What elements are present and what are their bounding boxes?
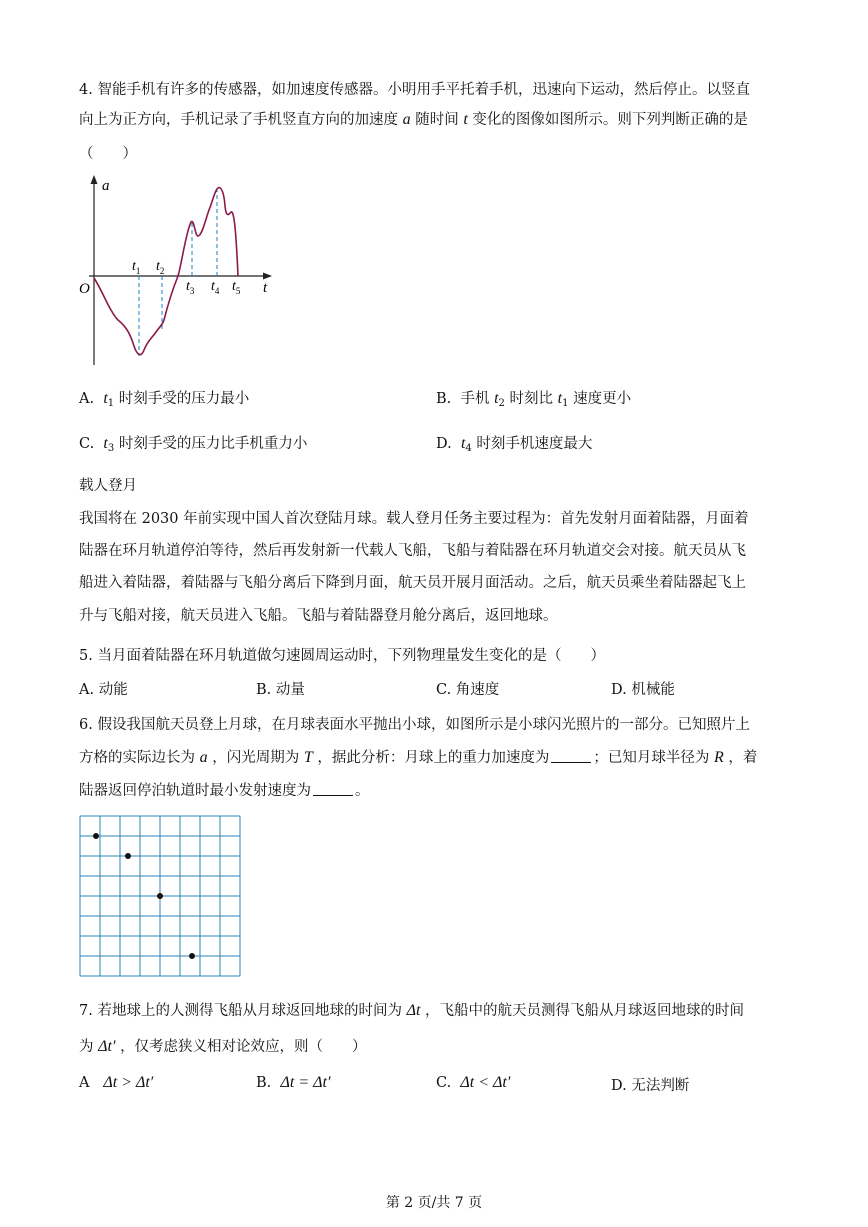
var-t: t [103,390,108,407]
option-letter: C. [436,1075,452,1091]
q7-option-d[interactable]: D. 无法判断 [611,1078,690,1094]
axis-label-t: t [263,280,268,296]
q5-option-d[interactable]: D. 机械能 [611,682,675,698]
q6-text: ；已知月球半径为 [593,750,710,766]
section-title: 载人登月 [79,478,137,494]
q6-stem-line2 [79,746,757,767]
q7-option-c[interactable] [436,1074,510,1092]
var-T: T [303,749,313,766]
q6-text: ，着 [728,750,758,766]
section-paragraph-line: 升与飞船对接，航天员进入飞船。飞船与着陆器登月舱分离后，返回地球。 [79,608,558,624]
axis-label-a: a [102,178,110,194]
option-letter: A [79,1075,90,1091]
var-t: t [103,435,108,452]
flash-photo-grid [79,815,242,978]
q6-text: 。 [355,783,370,799]
subscript: 3 [107,443,115,454]
subscript: 4 [465,443,472,454]
option-text: Δt < Δt′ [460,1074,511,1091]
delta-t-prime: Δt′ [98,1038,116,1055]
q7-option-a[interactable] [79,1074,153,1092]
q4-option-c[interactable] [79,432,307,454]
q4-text: 随时间 [415,112,459,128]
option-letter: B. [256,1075,272,1091]
q7-text: ，仅考虑狭义相对论效应，则（ ） [120,1039,367,1055]
section-paragraph-line: 陆器在环月轨道停泊等待，然后再发射新一代载人飞船，飞船与着陆器在环月轨道交会对接。航天员从飞 [79,543,746,559]
q4-stem-line1: 4. 智能手机有许多的传感器，如加速度传感器。小明用手平托着手机，迅速向下运动，然后停止。以竖直 [79,82,750,98]
q7-stem-line2 [79,1035,367,1056]
origin-label: O [79,281,90,297]
q4-stem-line2 [79,108,748,129]
q7-text: 为 [79,1039,94,1055]
tick-t3: $t_3$ [186,279,195,296]
var-a: a [402,111,411,128]
option-text: 时刻手机速度最大 [476,436,593,452]
option-text: 速度更小 [573,391,632,407]
var-t: t [557,390,563,407]
option-text: 时刻手受的压力比手机重力小 [118,436,308,452]
ball-position [125,853,131,859]
q6-stem-line1: 6. 假设我国航天员登上月球，在月球表面水平抛出小球，如图所示是小球闪光照片的一部分。已知照片上 [79,717,750,733]
q6-text: 陆器返回停泊轨道时最小发射速度为 [79,783,311,799]
ball-position [157,893,163,899]
delta-t: Δt [406,1002,421,1019]
option-letter: C. [79,436,95,452]
q4-text: 变化的图像如图所示。则下列判断正确的是 [472,112,748,128]
answer-blank-1[interactable] [551,750,591,763]
var-t: t [494,390,499,407]
q4-option-b[interactable] [436,387,631,409]
q4-option-a[interactable] [79,387,249,409]
q5-option-a[interactable]: A. 动能 [79,682,128,698]
var-R: R [713,749,724,766]
ball-position [189,953,195,959]
x-axis-arrow [263,273,272,280]
option-text: 时刻手受的压力最小 [118,391,250,407]
q7-text: ，飞船中的航天员测得飞船从月球返回地球的时间 [425,1003,745,1019]
option-letter: B. [436,391,452,407]
q4-option-d[interactable] [436,432,592,454]
q5-option-c[interactable]: C. 角速度 [436,682,500,698]
option-text: 手机 [460,391,490,407]
tick-t4: $t_4$ [211,279,220,296]
acceleration-time-graph [74,170,284,370]
var-a: a [199,749,208,766]
acceleration-curve [94,188,238,355]
option-text: Δt > Δt′ [103,1074,154,1091]
option-letter: D. [436,436,452,452]
section-paragraph-line: 船进入着陆器，着陆器与飞船分离后下降到月面，航天员开展月面活动。之后，航天员乘坐着陆器起飞上 [79,575,746,591]
q6-text: ，闪光周期为 [212,750,300,766]
y-axis-arrow [91,175,98,184]
option-text: 时刻比 [509,391,554,407]
q6-text: 方格的实际边长为 [79,750,195,766]
answer-blank-2[interactable] [313,783,353,796]
option-letter: A. [79,391,95,407]
q5-stem: 5. 当月面着陆器在环月轨道做匀速圆周运动时，下列物理量发生变化的是（ ） [79,648,605,664]
subscript: 2 [498,398,505,409]
q6-stem-line3 [79,779,370,800]
q6-text: ，据此分析：月球上的重力加速度为 [317,750,550,766]
tick-t5: $t_5$ [232,279,241,296]
q4-text: 向上为正方向，手机记录了手机竖直方向的加速度 [79,112,398,128]
var-t: t [460,435,466,452]
tick-t2: $t_2$ [156,259,165,276]
ball-position [93,833,99,839]
q5-option-b[interactable]: B. 动量 [256,682,305,698]
section-paragraph-line: 我国将在 2030 年前实现中国人首次登陆月球。载人登月任务主要过程为：首先发射月面着陆器，月面着 [79,511,749,527]
subscript: 1 [107,398,115,409]
page-number: 第 2 页/共 7 页 [385,1195,483,1211]
q7-stem-line1 [79,999,744,1020]
subscript: 1 [562,398,569,409]
var-t: t [463,111,468,128]
option-text: Δt = Δt′ [280,1074,331,1091]
q7-option-b[interactable] [256,1074,330,1092]
tick-t1: $t_1$ [132,259,141,276]
q4-answer-paren: （ ） [79,146,137,162]
q7-text: 7. 若地球上的人测得飞船从月球返回地球的时间为 [79,1003,402,1019]
